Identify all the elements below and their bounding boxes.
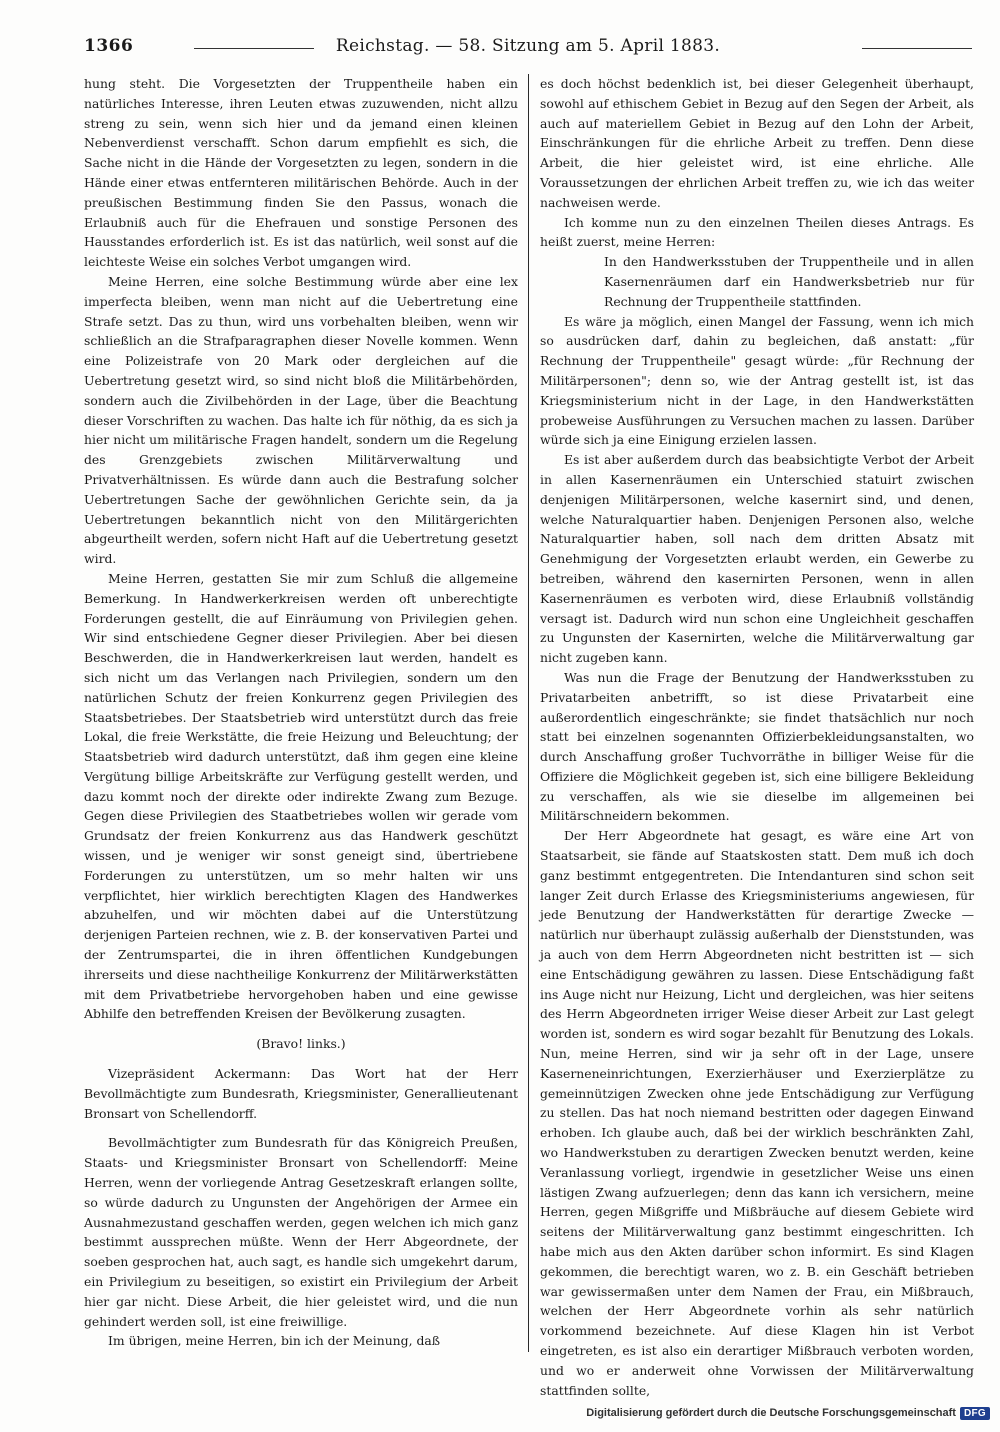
header-rule-right (862, 48, 972, 49)
paragraph: Es ist aber außerdem durch das beabsichtigte Verbot der Arbeit in allen Kasernenräumen ein Unterschied statuirt zwischen denjenigen Militärpersonen, welche kasernirt sind, und denen, welche Naturalquartier haben. Denjenigen Personen also, welche Naturalquartier haben, soll nach dem dritten Absatz mit Genehmigung der Vorgesetzten erlaubt werden, ein Gewerbe zu betreiben, während den kasernirten Personen, wenn in allen Kasernenräumen es verboten wird, diese Erlaubniß vollständig versagt ist. Dadurch wird nun schon eine Ungleichheit geschaffen zu Ungunsten der Kasernirten, welche die Militärverwaltung gar nicht zugeben kann. (540, 452, 974, 666)
paragraph: Der Herr Abgeordnete hat gesagt, es wäre eine Art von Staatsarbeit, sie fände auf Staatskosten statt. Dem muß ich doch ganz bestimmt entgegentreten. Die Intendanturen sind schon seit langer Zeit durch Erlasse des Kriegsministeriums angewiesen, für jede Benutzung der Handwerkstätten für derartige Zwecke — natürlich nur überhaupt zulässig außerhalb der Dienststunden, was ja auch von dem Herrn Abgeordneten nicht bestritten ist — sich eine Entschädigung gewähren zu lassen. Diese Entschädigung faßt ins Auge nicht nur Heizung, Licht und dergleichen, was hier seitens des Herrn Abgeordneten irriger Weise dieser Arbeit zur Last gelegt worden ist, sondern es wird sogar bezahlt für Benutzung des Lokals. Nun, meine Herren, sind wir ja sehr oft in der Lage, unsere Kaserneneinrichtungen, Exerzierhäuser und Exerzierplätze zu gemeinnützigen Zwecken ohne jede Entschädigung zur Verfügung zu stellen. Das hat noch niemand bestritten oder dagegen Einwand erhoben. Ich glaube auch, daß bei der wirklich beschränkten Zahl, wo Handwerkstuben zu derartigen Zwecken benutzt werden, keine Veranlassung vorliegt, irgendwie in gesetzlicher Weise uns einen lästigen Zwang aufzuerlegen; denn das kann ich versichern, meine Herren, gegen Mißgriffe und Mißbräuche auf diesem Gebiete wird seitens der Militärverwaltung ganz bestimmt eingeschritten. Ich habe mich aus den Akten darüber schon informirt. Es sind Klagen gekommen, die berechtigt waren, wo z. B. ein Geschäft betrieben war gewissermaßen unter dem Namen der Frau, ein Mißbrauch, welchen der Herr Abgeordnete vorhin als sehr natürlich vorkommend bezeichnete. Auf diese Klagen hin ist Verbot eingetreten, es ist also ein derartiger Mißbrauch verboten worden, und wo er anderweit ohne Vorwissen der Militärverwaltung stattfinden sollte, (540, 828, 974, 1398)
page-number: 1366 (84, 36, 134, 56)
applause-note: (Bravo! links.) (256, 1036, 346, 1052)
paragraph: es doch höchst bedenklich ist, bei dieser Gelegenheit überhaupt, sowohl auf ethischem Gebiet in Bezug auf den Segen der Arbeit, als auch auf materiellem Gebiet in Bezug auf den Lohn der Arbeit, Einschränkungen für die ehrliche Arbeit zu treffen. Denn diese Arbeit, die hier geleistet wird, ist eine ehrliche. Alle Voraussetzungen der ehrlichen Arbeit treffen zu, wie ich das weiter nachweisen werde. (540, 76, 974, 210)
right-column (540, 74, 974, 1400)
dfg-logo: DFG (960, 1407, 990, 1420)
left-column (84, 74, 518, 1351)
paragraph: Ich komme nun zu den einzelnen Theilen dieses Antrags. Es heißt zuerst, meine Herren: (540, 214, 974, 250)
text-columns (84, 74, 974, 1398)
speaker-paragraph: Bevollmächtigter zum Bundesrath für das Königreich Preußen, Staats- und Kriegsminister Bronsart von Schellendorff: Meine Herren, wenn der vorliegende Antrag Gesetzeskraft erlangen sollte, so würde dadurch zu Ungunsten der Angehörigen der Armee ein Ausnahmezustand geschaffen werden, gegen welchen ich mich ganz bestimmt aussprechen müßte. Wenn der Herr Abgeordnete, der soeben gesprochen hat, auch sagt, es handle sich umgekehrt darum, ein Privilegium zu beseitigen, so existirt ein Privilegium der Arbeit hier gar nicht. Diese Arbeit, die hier geleistet wird, und die nun gehindert werden soll, ist eine freiwillige. (84, 1135, 518, 1329)
paragraph: Was nun die Frage der Benutzung der Handwerksstuben zu Privatarbeiten anbetrifft, so ist diese Privatarbeit eine außerordentlich eingeschränkte; sie findet thatsächlich nur noch statt bei einzelnen sogenannten Offizierbekleidungsanstalten, wo durch Anschaffung großer Tuchvorräthe in billiger Weise für die Offiziere die Möglichkeit gegeben ist, sich eine billigere Bekleidung zu verschaffen, als wie sie dieselbe im allgemeinen bei Militärschneidern bekommen. (540, 669, 974, 824)
speaker-paragraph: Vizepräsident Ackermann: Das Wort hat der Herr Bevollmächtigte zum Bundesrath, Kriegsminister, Generallieutenant Bronsart von Schellendorff. (84, 1066, 518, 1121)
funding-note: Digitalisierung gefördert durch die Deutsche Forschungsgemeinschaft (586, 1407, 956, 1419)
page-header (84, 36, 972, 62)
paragraph: Im übrigen, meine Herren, bin ich der Meinung, daß (108, 1333, 441, 1349)
paragraph: Meine Herren, eine solche Bestimmung würde aber eine lex imperfecta bleiben, wenn man nicht auf die Uebertretung eine Strafe setzt. Das zu thun, wird uns vorbehalten bleiben, wenn wir schließlich an die Strafparagraphen dieser Novelle kommen. Wenn eine Polizeistrafe von 20 Mark oder dergleichen auf die Uebertretung gesetzt wird, so sind nicht bloß die Militärbehörden, sondern auch die Zivilbehörden in der Lage, über die Beachtung dieser Vorschriften zu wachen. Das halte ich für nöthig, da es sich ja hier nicht um militärische Fragen handelt, sondern um die Regelung des Grenzgebiets zwischen Militärverwaltung und Privatverhältnissen. Es würde dann auch die Bestrafung solcher Uebertretungen Sache der gewöhnlichen Gerichte sein, da ja Uebertretungen bekanntlich nicht von den Militärgerichten abgeurtheilt werden, sofern nicht Haft auf die Uebertretung gesetzt wird. (84, 273, 518, 567)
column-divider (528, 74, 529, 1352)
digitization-footer (586, 1404, 990, 1422)
running-title: Reichstag. — 58. Sitzung am 5. April 1883. (335, 36, 721, 56)
paragraph: hung steht. Die Vorgesetzten der Truppentheile haben ein natürliches Interesse, ihren Leuten etwas zuzuwenden, nicht allzu streng zu sein, wenn sich hier und da jemand einen kleinen Nebenverdienst verschafft. Schon darum empfiehlt es sich, die Sache nicht in die Hände der Vorgesetzten zu legen, sondern in die Hände einer etwas entfernteren militärischen Behörde. Auch in der preußischen Bestimmung finden Sie den Passus, wonach die Erlaubniß auch für die Ehefrauen und sonstige Personen des Hausstandes erforderlich ist. Es ist das natürlich, weil sonst auf die leichteste Weise ein solches Verbot umgangen wird. (84, 76, 518, 270)
paragraph: Meine Herren, gestatten Sie mir zum Schluß die allgemeine Bemerkung. In Handwerkerkreisen werden oft unberechtigte Forderungen gestellt, die auf Einräumung von Privilegien gehen. Wir sind entschiedene Gegner dieser Privilegien. Aber bei diesen Beschwerden, die in Handwerkerkreisen laut werden, handelt es sich nicht um das Verlangen nach Privilegien, sondern um den natürlichen Schutz der freien Konkurrenz gegen Privilegien des Staatsbetriebes. Der Staatsbetrieb wird unterstützt durch das freie Lokal, die freie Werkstätte, die freie Heizung und Beleuchtung; der Staatsbetrieb wird dadurch unterstützt, daß ihm gegen eine kleine Vergütung billige Arbeitskräfte zur Verfügung gestellt werden, und dazu kommt noch der direkte oder indirekte Zwang zum Bezuge. Gegen diese Privilegien des Staatbetriebes wollen wir gerade vom Grundsatz der freien Konkurrenz aus das Handwerk geschützt wissen, und je weniger wir sonst geneigt sind, übertriebene Forderungen zu unterstützen, um so mehr halten wir uns verpflichtet, hier wirklich berechtigten Klagen des Handwerkes abzuhelfen, und wir möchten dabei auf die Unterstützung derjenigen Parteien rechnen, wie z. B. der konservativen Partei und der Zentrumspartei, die in ihren öffentlichen Kundgebungen ihrerseits und diese nachtheilige Konkurrenz der Militärwerkstätten mit dem Privatbetriebe hervorgehoben haben und eine gewisse Abhilfe den betreffenden Kreisen der Bevölkerung zusagten. (84, 570, 518, 1022)
quoted-motion: In den Handwerksstuben der Truppentheile und in allen Kasernenräumen darf ein Handwerksbetrieb nur für Rechnung der Truppentheile stattfinden. (604, 254, 974, 309)
paragraph: Es wäre ja möglich, einen Mangel der Fassung, wenn ich mich so ausdrücken darf, dahin zu begleichen, daß anstatt: „für Rechnung der Truppentheile" gesagt würde: „für Rechnung der Militärpersonen"; denn so, wie der Antrag gestellt ist, ist das Kriegsministerium nicht in der Lage, in den Handwerkstätten probeweise Ausführungen zu Versuchen machen zu lassen. Darüber würde sich ja eine Einigung erzielen lassen. (540, 313, 974, 448)
